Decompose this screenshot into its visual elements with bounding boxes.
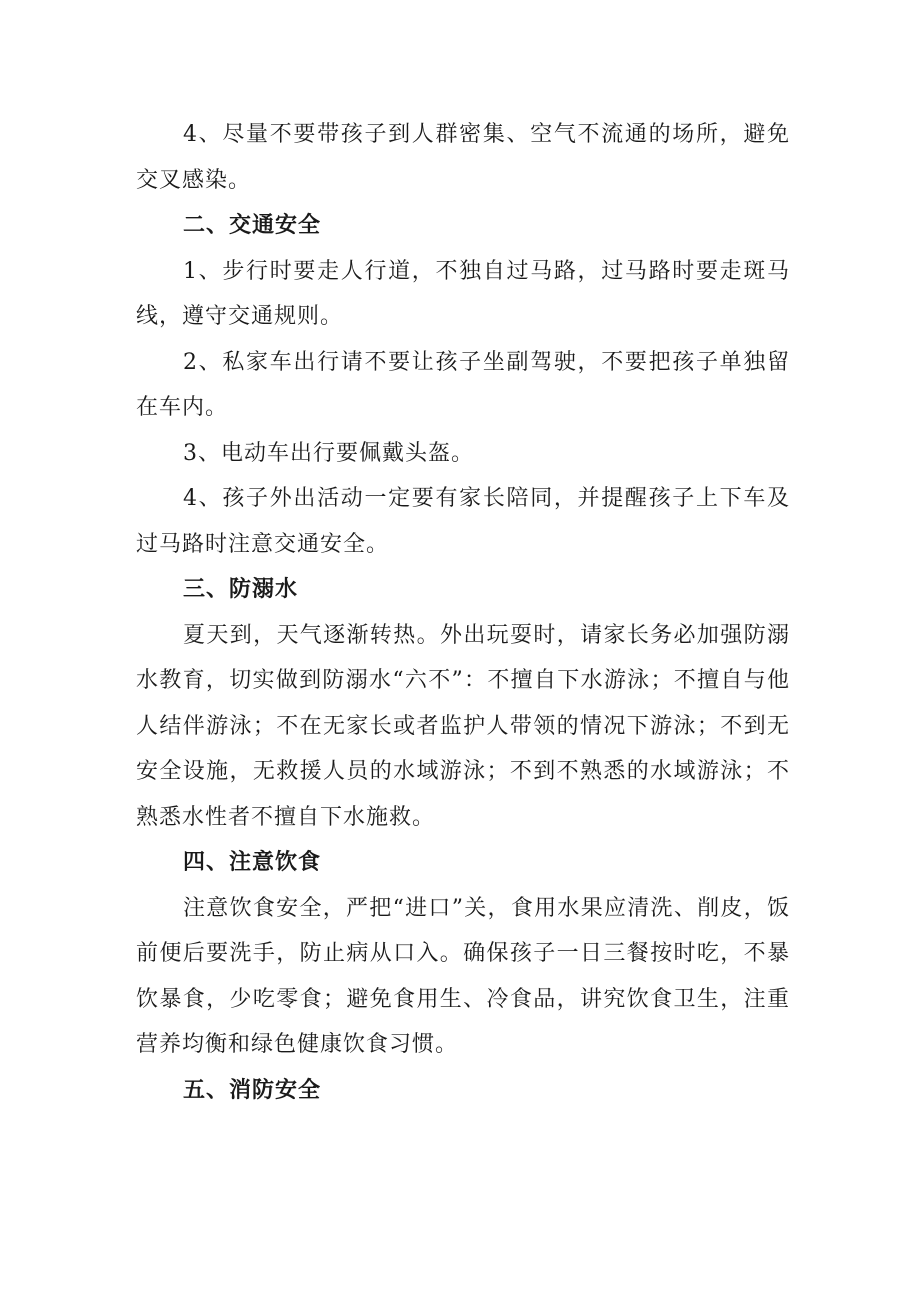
document-body: [136, 112, 790, 1113]
paragraph-drowning: 夏天到，天气逐渐转热。外出玩耍时，请家长务必加强防溺水教育，切实做到防溺水“六不”：不擅自下水游泳；不擅自与他人结伴游泳；不在无家长或者监护人带领的情况下游泳；不到无安全设施，无救援人员的水域游泳；不到不熟悉的水域游泳；不熟悉水性者不擅自下水施救。: [136, 622, 790, 830]
paragraph-diet: 注意饮食安全，严把“进口”关，食用水果应清洗、削皮，饭前便后要洗手，防止病从口入。确保孩子一日三餐按时吃，不暴饮暴食，少吃零食；避免食用生、冷食品，讲究饮食卫生，注重营养均衡和绿色健康饮食习惯。: [136, 895, 790, 1057]
paragraph-private-car: 2、私家车出行请不要让孩子坐副驾驶，不要把孩子单独留在车内。: [136, 349, 790, 420]
heading-traffic-safety: 二、交通安全: [183, 213, 322, 238]
paragraph-walking: 1、步行时要走人行道，不独自过马路，过马路时要走斑马线，遵守交通规则。: [136, 258, 790, 329]
heading-drowning-prevention: 三、防溺水: [183, 577, 299, 602]
paragraph-cross-infection: 4、尽量不要带孩子到人群密集、空气不流通的场所，避免交叉感染。: [136, 122, 790, 193]
heading-diet: 四、注意饮食: [183, 850, 322, 875]
heading-fire-safety: 五、消防安全: [183, 1077, 322, 1103]
paragraph-accompany: 4、孩子外出活动一定要有家长陪同，并提醒孩子上下车及过马路时注意交通安全。: [136, 486, 790, 557]
paragraph-helmet: 3、电动车出行要佩戴头盔。: [183, 440, 474, 466]
